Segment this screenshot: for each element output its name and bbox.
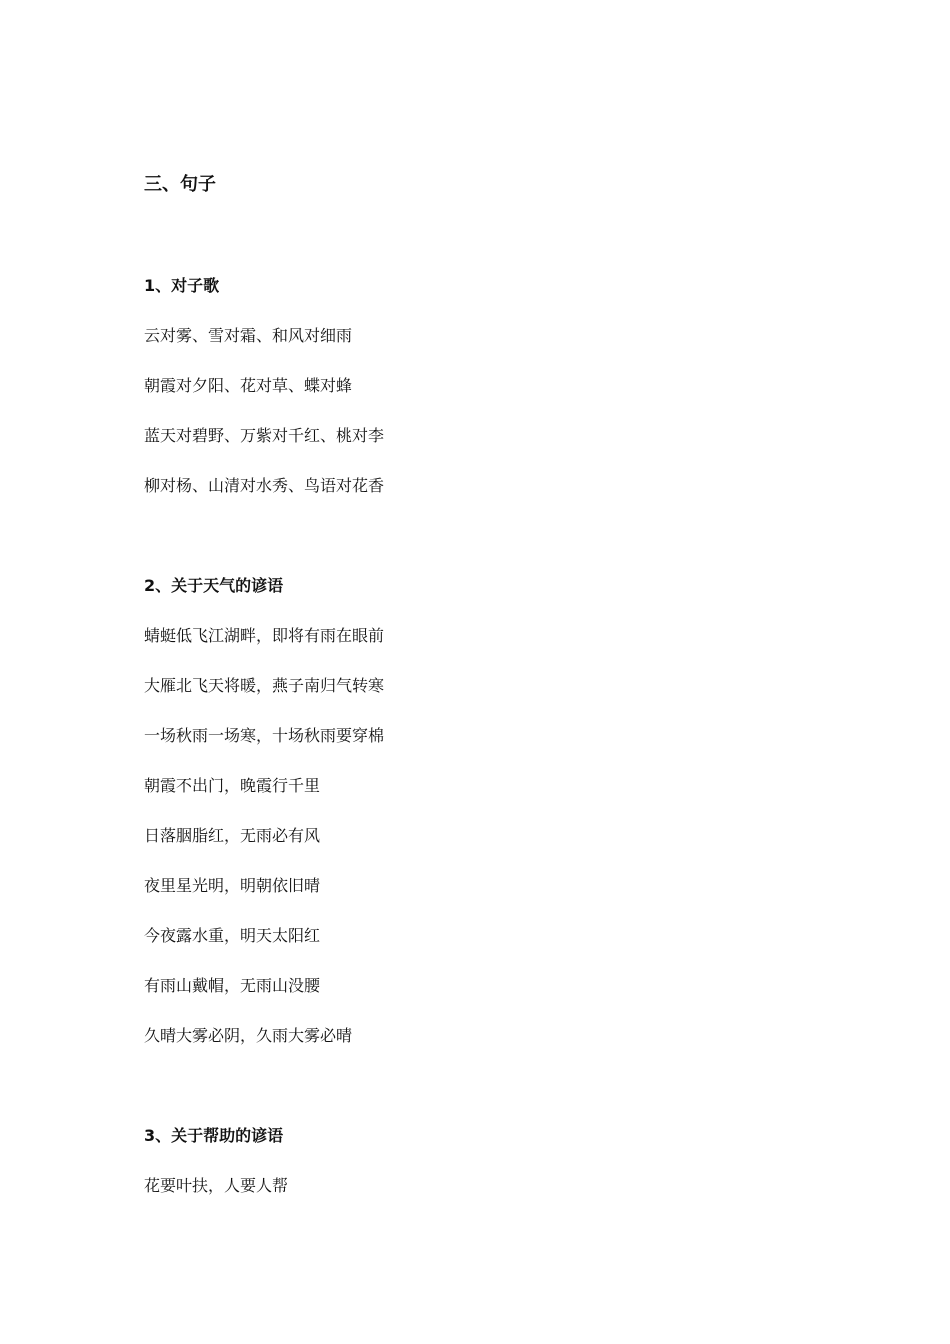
text-line: 蜻蜓低飞江湖畔，即将有雨在眼前	[144, 626, 385, 645]
text-line: 日落胭脂红，无雨必有风	[144, 826, 321, 845]
section-couplet-song	[144, 274, 844, 498]
section-heading: 2、关于天气的谚语	[144, 576, 284, 595]
section-weather-proverbs	[144, 574, 844, 1048]
text-line: 大雁北飞天将暖，燕子南归气转寒	[144, 676, 385, 695]
text-line: 柳对杨、山清对水秀、鸟语对花香	[144, 476, 385, 495]
section-heading: 1、对子歌	[144, 276, 220, 295]
text-line: 今夜露水重，明天太阳红	[144, 926, 321, 945]
text-line: 夜里星光明，明朝依旧晴	[144, 876, 321, 895]
text-line: 久晴大雾必阴，久雨大雾必晴	[144, 1026, 353, 1045]
text-line: 蓝天对碧野、万紫对千红、桃对李	[144, 426, 385, 445]
section-heading: 3、关于帮助的谚语	[144, 1126, 284, 1145]
document-content	[144, 172, 844, 1198]
text-line: 朝霞不出门，晚霞行千里	[144, 776, 321, 795]
text-line: 花要叶扶，人要人帮	[144, 1176, 289, 1195]
text-line: 有雨山戴帽，无雨山没腰	[144, 976, 321, 995]
text-line: 朝霞对夕阳、花对草、蝶对蜂	[144, 376, 353, 395]
text-line: 一场秋雨一场寒，十场秋雨要穿棉	[144, 726, 385, 745]
page-title: 三、句子	[144, 174, 216, 195]
text-line: 云对雾、雪对霜、和风对细雨	[144, 326, 353, 345]
section-help-proverbs	[144, 1124, 844, 1198]
